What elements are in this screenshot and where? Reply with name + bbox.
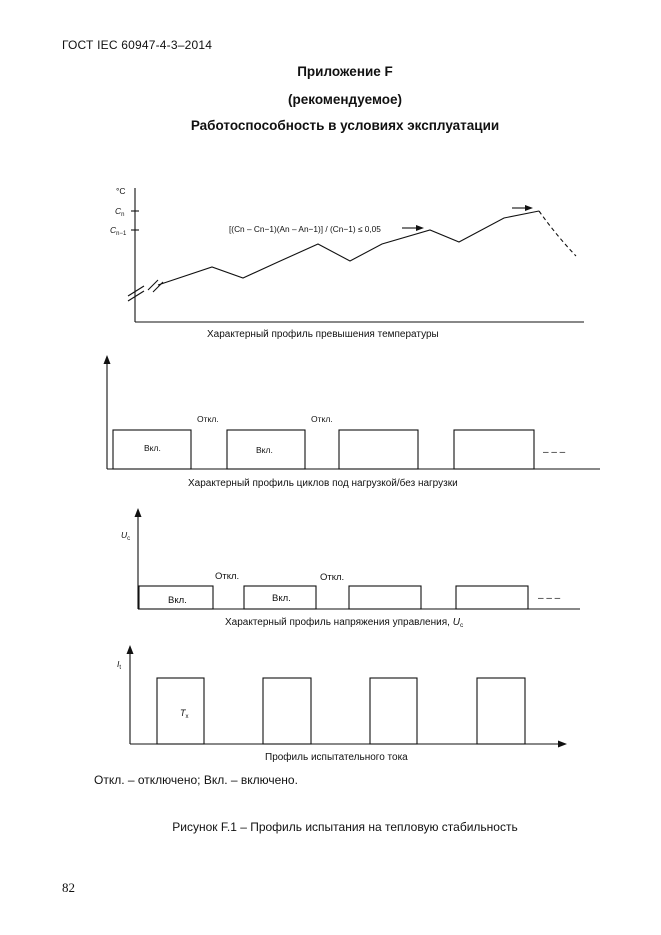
- chart2-off-label-1: Откл.: [197, 414, 219, 424]
- chart2-on-block-3: [339, 430, 418, 469]
- chart2-on-block-4: [454, 430, 534, 469]
- chart1-cooling-dashed: [539, 211, 576, 256]
- chart4-current-pulse-3: [370, 678, 417, 744]
- chart3-on-block-3: [349, 586, 421, 609]
- chart3-on-label-2: Вкл.: [272, 593, 291, 604]
- chart1-stability-formula: [(Cn – Cn−1)(An – An−1)] / (Cn−1) ≤ 0,05: [229, 224, 381, 234]
- chart2-y-axis-arrow: [104, 355, 111, 364]
- chart2-on-label-2: Вкл.: [256, 445, 273, 455]
- chart1-arrow-formula-head: [416, 225, 424, 231]
- chart4-x-axis-arrow: [558, 741, 567, 748]
- chart2-continuation-dashes: – – –: [543, 447, 566, 458]
- chart-temperature-rise: [128, 188, 584, 322]
- figure-caption: Рисунок F.1 – Профиль испытания на тепловую стабильность: [172, 820, 518, 834]
- chart1-axis-break-mark: [128, 286, 144, 296]
- chart2-caption: Характерный профиль циклов под нагрузкой/без нагрузки: [188, 478, 458, 489]
- chart3-caption: Характерный профиль напряжения управления, $U_c$: [225, 617, 464, 629]
- chart2-off-label-2: Откл.: [311, 414, 333, 424]
- document-header: ГОСТ IEC 60947-4-3–2014: [62, 38, 213, 52]
- page-number: 82: [62, 880, 75, 895]
- chart3-off-label-1: Откл.: [215, 571, 240, 582]
- chart4-current-pulse-4: [477, 678, 525, 744]
- chart4-caption: Профиль испытательного тока: [265, 752, 408, 763]
- chart3-y-label: $U_c$: [121, 530, 131, 542]
- chart3-on-block-4: [456, 586, 528, 609]
- appendix-heading: Работоспособность в условиях эксплуатации: [190, 118, 500, 133]
- chart3-continuation-dashes: – – –: [538, 593, 561, 604]
- chart2-on-label-1: Вкл.: [144, 443, 161, 453]
- chart4-y-label: $I_t$: [117, 659, 122, 671]
- figure-legend: Откл. – отключено; Вкл. – включено.: [94, 773, 298, 787]
- chart1-axis-break-mark: [128, 291, 144, 301]
- chart1-tick-label-cn: $C_n$: [115, 206, 125, 218]
- chart-test-current: [127, 645, 568, 748]
- chart-load-cycles: [104, 355, 601, 469]
- chart1-temperature-curve: [158, 211, 539, 285]
- chart3-y-axis-arrow: [135, 508, 142, 517]
- chart4-y-axis-arrow: [127, 645, 134, 654]
- chart-control-voltage: [135, 508, 581, 609]
- chart1-y-unit: °C: [116, 186, 126, 196]
- appendix-status: (рекомендуемое): [288, 92, 402, 107]
- appendix-title: Приложение F: [297, 64, 393, 79]
- chart3-on-label-1: Вкл.: [168, 595, 187, 606]
- chart4-current-pulse-2: [263, 678, 311, 744]
- chart4-pulse-label: $T_x$: [180, 708, 189, 720]
- chart3-off-label-2: Откл.: [320, 572, 345, 583]
- chart1-arrow-top-head: [525, 205, 533, 211]
- chart1-caption: Характерный профиль превышения температуры: [207, 329, 439, 340]
- chart1-tick-label-cn1: $C_{n-1}$: [110, 225, 127, 237]
